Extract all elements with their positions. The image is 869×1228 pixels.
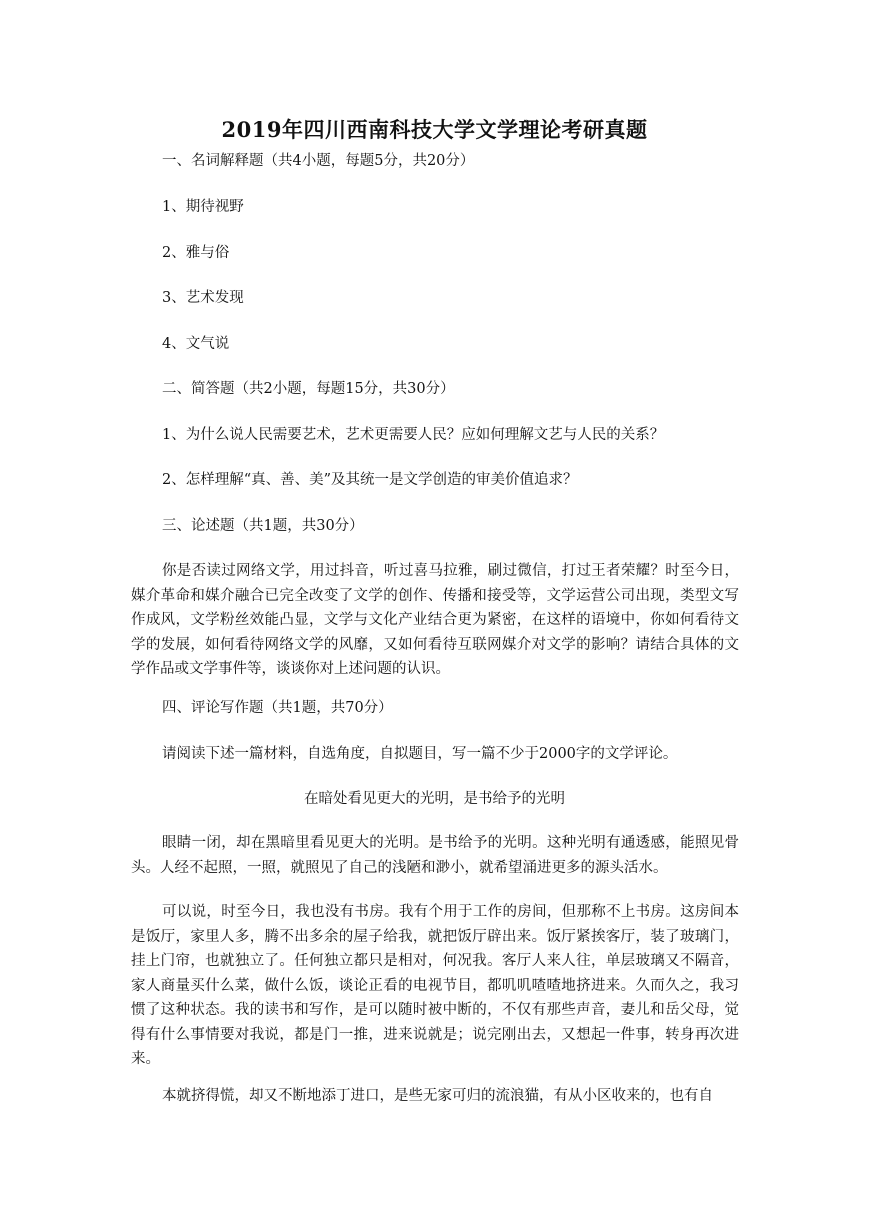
- section1-item-4: 4、文气说: [162, 336, 230, 352]
- section2-item-2: 2、怎样理解“真、善、美”及其统一是文学创造的审美价值追求？: [162, 472, 578, 488]
- document-title: 2019年四川西南科技大学文学理论考研真题: [221, 117, 648, 142]
- article-paragraph-1: 眼睛一闭，却在黑暗里看见更大的光明。是书给予的光明。这种光明有通透感，能照见骨头。人经不起照，一照，就照见了自己的浅陋和渺小，就希望涌进更多的源头活水。: [131, 835, 739, 876]
- article-title: 在暗处看见更大的光明，是书给予的光明: [304, 791, 565, 807]
- section1-item-1: 1、期待视野: [162, 199, 244, 215]
- section4-instruction: 请阅读下述一篇材料，自选角度，自拟题目，写一篇不少于2000字的文学评论。: [162, 746, 678, 762]
- section3-paragraph: 你是否读过网络文学，用过抖音，听过喜马拉雅，刷过微信，打过王者荣耀？时至今日，媒介革命和媒介融合已完全改变了文学的创作、传播和接受等，文学运营公司出现，类型文写作成风，文学粉丝效能凸显，文学与文化产业结合更为紧密，在这样的语境中，你如何看待文学的发展，如何看待网络文学的风靡，又如何看待互联网媒介对文学的影响？请结合具体的文学作品或文学事件等，谈谈你对上述问题的认识。: [131, 563, 739, 677]
- section4-heading: 四、评论写作题（共1题，共70分）: [162, 700, 393, 716]
- section1-item-2: 2、雅与俗: [162, 245, 230, 261]
- section3-heading: 三、论述题（共1题，共30分）: [162, 518, 364, 534]
- section1-item-3: 3、艺术发现: [162, 290, 244, 306]
- article-paragraph-2: 可以说，时至今日，我也没有书房。我有个用于工作的房间，但那称不上书房。这房间本是饭厅，家里人多，腾不出多余的屋子给我，就把饭厅辟出来。饭厅紧挨客厅，装了玻璃门，挂上门帘，也就独立了。任何独立都只是相对，何况我。客厅人来人往，单层玻璃又不隔音，家人商量买什么菜，做什么饭，谈论正看的电视节目，都叽叽喳喳地挤进来。久而久之，我习惯了这种状态。我的读书和写作，是可以随时被中断的，不仅有那些声音，妻儿和岳父母，觉得有什么事情要对我说，都是门一推，进来说就是；说完刚出去，又想起一件事，转身再次进来。: [131, 904, 739, 1067]
- section1-heading: 一、名词解释题（共4小题，每题5分，共20分）: [162, 153, 475, 169]
- section2-heading: 二、简答题（共2小题，每题15分，共30分）: [162, 381, 455, 397]
- section2-item-1: 1、为什么说人民需要艺术，艺术更需要人民？应如何理解文艺与人民的关系？: [162, 427, 665, 443]
- article-paragraph-3: 本就挤得慌，却又不断地添丁进口，是些无家可归的流浪猫，有从小区收来的，也有自: [162, 1088, 713, 1104]
